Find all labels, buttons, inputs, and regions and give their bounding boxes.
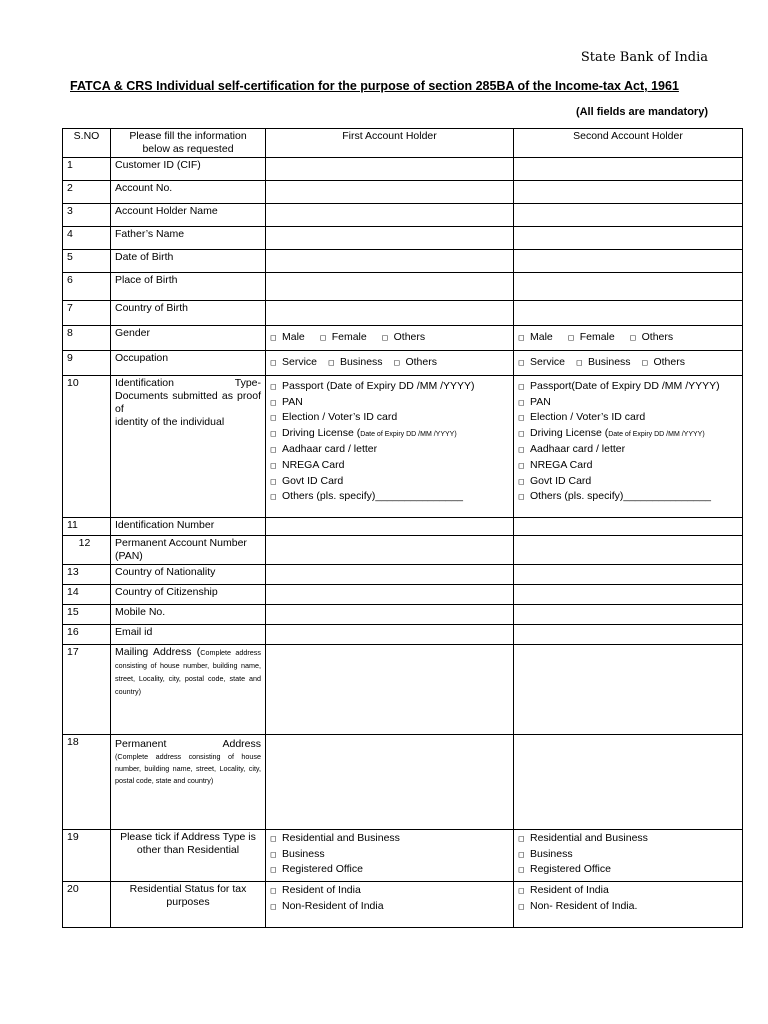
row-label: Country of Birth <box>111 301 266 326</box>
row-number: 1 <box>63 158 111 181</box>
row-country-of-nationality <box>63 565 743 585</box>
row-label: Please tick if Address Type is other than Residential <box>111 830 266 882</box>
nrega-checkbox[interactable]: ◻ NREGA Card <box>270 458 509 474</box>
expiry-hint: Date of Expiry DD /MM /YYYY) <box>360 430 457 438</box>
second-holder-field[interactable] <box>514 181 743 204</box>
row-address-type <box>63 830 743 882</box>
govt-id-checkbox[interactable]: ◻ Govt ID Card <box>518 474 738 490</box>
first-holder-field[interactable] <box>266 301 514 326</box>
driving-license-checkbox[interactable] <box>518 426 738 443</box>
label-main: Permanent Address <box>115 738 261 750</box>
resident-checkbox[interactable]: ◻ Resident of India <box>270 883 509 899</box>
row-number: 5 <box>63 250 111 273</box>
row-customer-id <box>63 158 743 181</box>
row-label <box>111 645 266 735</box>
row-number: 20 <box>63 882 111 928</box>
form-title: FATCA & CRS Individual self-certification for the purpose of section 285BA of the Income-tax Act, 1961 <box>70 79 679 93</box>
row-number: 13 <box>63 565 111 585</box>
expiry-hint: Date of Expiry DD /MM /YYYY) <box>608 430 705 438</box>
row-number: 17 <box>63 645 111 735</box>
others-checkbox[interactable]: ◻ Others (pls. specify)_______________ <box>270 489 509 505</box>
others-checkbox[interactable]: ◻ Others (pls. specify)_______________ <box>518 489 738 505</box>
row-label: Identification Number <box>111 518 266 536</box>
first-gender-options <box>266 326 514 351</box>
others-checkbox[interactable]: ◻ Others <box>393 356 437 369</box>
non-resident-checkbox[interactable]: ◻ Non-Resident of India <box>270 899 509 915</box>
row-mobile-no <box>63 605 743 625</box>
registered-office-checkbox[interactable]: ◻ Registered Office <box>518 862 738 878</box>
first-holder-field[interactable] <box>266 645 514 735</box>
row-label: Mobile No. <box>111 605 266 625</box>
col-second-holder: Second Account Holder <box>514 129 743 158</box>
first-holder-field[interactable] <box>266 735 514 830</box>
others-checkbox[interactable]: ◻ Others <box>641 356 685 369</box>
nrega-checkbox[interactable]: ◻ NREGA Card <box>518 458 738 474</box>
business-checkbox[interactable]: ◻ Business <box>518 847 738 863</box>
others-checkbox[interactable]: ◻ Others <box>382 331 426 344</box>
second-holder-field[interactable] <box>514 158 743 181</box>
label-line: Documents submitted as proof of <box>115 390 261 415</box>
business-checkbox[interactable]: ◻ Business <box>328 356 383 369</box>
row-place-of-birth <box>63 273 743 301</box>
first-holder-field[interactable] <box>266 605 514 625</box>
residential-business-checkbox[interactable]: ◻ Residential and Business <box>270 831 509 847</box>
label-hint: (Complete address consisting of house number, building name, street, Locality, city, postal code, state and country) <box>115 752 261 785</box>
pan-checkbox[interactable]: ◻ PAN <box>518 395 738 411</box>
row-permanent-address <box>63 735 743 830</box>
row-date-of-birth <box>63 250 743 273</box>
non-resident-checkbox[interactable]: ◻ Non- Resident of India. <box>518 899 738 915</box>
row-number: 19 <box>63 830 111 882</box>
service-checkbox[interactable]: ◻ Service <box>518 356 565 369</box>
second-residential-status-options <box>514 882 743 928</box>
row-identification-number <box>63 518 743 536</box>
option-label: Driving License ( <box>282 426 361 439</box>
first-holder-field[interactable] <box>266 565 514 585</box>
row-pan <box>63 536 743 565</box>
first-holder-field[interactable] <box>266 518 514 536</box>
row-label: Father’s Name <box>111 227 266 250</box>
row-label: Account Holder Name <box>111 204 266 227</box>
election-id-checkbox[interactable]: ◻ Election / Voter’s ID card <box>518 410 738 426</box>
passport-checkbox[interactable]: ◻ Passport(Date of Expiry DD /MM /YYYY) <box>518 379 738 395</box>
first-occupation-options <box>266 351 514 376</box>
row-number: 9 <box>63 351 111 376</box>
fatca-form-table <box>62 128 743 928</box>
driving-license-checkbox[interactable] <box>270 426 509 443</box>
row-number: 2 <box>63 181 111 204</box>
male-checkbox[interactable]: ◻ Male <box>518 331 553 344</box>
row-label: Occupation <box>111 351 266 376</box>
first-holder-field[interactable] <box>266 536 514 565</box>
row-gender <box>63 326 743 351</box>
service-checkbox[interactable]: ◻ Service <box>270 356 317 369</box>
row-country-of-birth <box>63 301 743 326</box>
row-number: 14 <box>63 585 111 605</box>
row-label: Residential Status for tax purposes <box>111 882 266 928</box>
row-mailing-address <box>63 645 743 735</box>
row-number: 6 <box>63 273 111 301</box>
second-address-type-options <box>514 830 743 882</box>
residential-business-checkbox[interactable]: ◻ Residential and Business <box>518 831 738 847</box>
row-residential-status <box>63 882 743 928</box>
first-holder-field[interactable] <box>266 204 514 227</box>
option-label: Driving License ( <box>530 426 609 439</box>
pan-checkbox[interactable]: ◻ PAN <box>270 395 509 411</box>
first-holder-field[interactable] <box>266 250 514 273</box>
first-holder-field[interactable] <box>266 181 514 204</box>
row-country-of-citizenship <box>63 585 743 605</box>
row-label: Date of Birth <box>111 250 266 273</box>
aadhaar-checkbox[interactable]: ◻ Aadhaar card / letter <box>518 442 738 458</box>
second-holder-field[interactable] <box>514 273 743 301</box>
label-line: Identification Type- <box>115 377 261 389</box>
second-holder-field[interactable] <box>514 625 743 645</box>
second-holder-field[interactable] <box>514 585 743 605</box>
first-residential-status-options <box>266 882 514 928</box>
second-holder-field[interactable] <box>514 645 743 735</box>
second-holder-field[interactable] <box>514 536 743 565</box>
row-number: 7 <box>63 301 111 326</box>
second-holder-field[interactable] <box>514 565 743 585</box>
label-line: identity of the individual <box>115 416 225 428</box>
first-holder-field[interactable] <box>266 625 514 645</box>
others-checkbox[interactable]: ◻ Others <box>630 331 674 344</box>
male-checkbox[interactable]: ◻ Male <box>270 331 305 344</box>
female-checkbox[interactable]: ◻ Female <box>568 331 615 344</box>
resident-checkbox[interactable]: ◻ Resident of India <box>518 883 738 899</box>
second-holder-field[interactable] <box>514 301 743 326</box>
row-label: Place of Birth <box>111 273 266 301</box>
label-hint: Complete address consisting of house number, building name, street, Locality, city, postal code, state and country) <box>115 648 261 696</box>
row-number: 16 <box>63 625 111 645</box>
row-label: Country of Nationality <box>111 565 266 585</box>
second-occupation-options <box>514 351 743 376</box>
first-holder-field[interactable] <box>266 585 514 605</box>
first-address-type-options <box>266 830 514 882</box>
row-label: Gender <box>111 326 266 351</box>
govt-id-checkbox[interactable]: ◻ Govt ID Card <box>270 474 509 490</box>
row-number: 8 <box>63 326 111 351</box>
row-number: 18 <box>63 735 111 830</box>
first-holder-field[interactable] <box>266 158 514 181</box>
row-number: 3 <box>63 204 111 227</box>
row-label: Customer ID (CIF) <box>111 158 266 181</box>
first-holder-field[interactable] <box>266 273 514 301</box>
label-main: Mailing Address ( <box>115 646 201 658</box>
row-label <box>111 735 266 830</box>
row-label: Email id <box>111 625 266 645</box>
second-holder-field[interactable] <box>514 735 743 830</box>
second-holder-field[interactable] <box>514 250 743 273</box>
row-number: 12 <box>63 536 111 565</box>
row-occupation <box>63 351 743 376</box>
first-id-options <box>266 376 514 518</box>
second-holder-field[interactable] <box>514 518 743 536</box>
row-identification-type <box>63 376 743 518</box>
business-checkbox[interactable]: ◻ Business <box>270 847 509 863</box>
bank-name: State Bank of India <box>580 50 708 65</box>
row-label <box>111 376 266 518</box>
aadhaar-checkbox[interactable]: ◻ Aadhaar card / letter <box>270 442 509 458</box>
mandatory-note: (All fields are mandatory) <box>575 106 708 118</box>
row-number: 10 <box>63 376 111 518</box>
second-gender-options <box>514 326 743 351</box>
second-holder-field[interactable] <box>514 227 743 250</box>
female-checkbox[interactable]: ◻ Female <box>320 331 367 344</box>
row-fathers-name <box>63 227 743 250</box>
passport-checkbox[interactable]: ◻ Passport (Date of Expiry DD /MM /YYYY) <box>270 379 509 395</box>
col-info: Please fill the information below as requested <box>111 129 266 158</box>
row-label: Permanent Account Number (PAN) <box>111 536 266 565</box>
row-label: Country of Citizenship <box>111 585 266 605</box>
row-number: 15 <box>63 605 111 625</box>
row-account-no <box>63 181 743 204</box>
second-id-options <box>514 376 743 518</box>
col-first-holder: First Account Holder <box>266 129 514 158</box>
row-label: Account No. <box>111 181 266 204</box>
second-holder-field[interactable] <box>514 204 743 227</box>
second-holder-field[interactable] <box>514 605 743 625</box>
row-email-id <box>63 625 743 645</box>
election-id-checkbox[interactable]: ◻ Election / Voter’s ID card <box>270 410 509 426</box>
business-checkbox[interactable]: ◻ Business <box>576 356 631 369</box>
row-account-holder-name <box>63 204 743 227</box>
header-row <box>63 129 743 158</box>
col-sno: S.NO <box>63 129 111 158</box>
registered-office-checkbox[interactable]: ◻ Registered Office <box>270 862 509 878</box>
first-holder-field[interactable] <box>266 227 514 250</box>
row-number: 4 <box>63 227 111 250</box>
row-number: 11 <box>63 518 111 536</box>
